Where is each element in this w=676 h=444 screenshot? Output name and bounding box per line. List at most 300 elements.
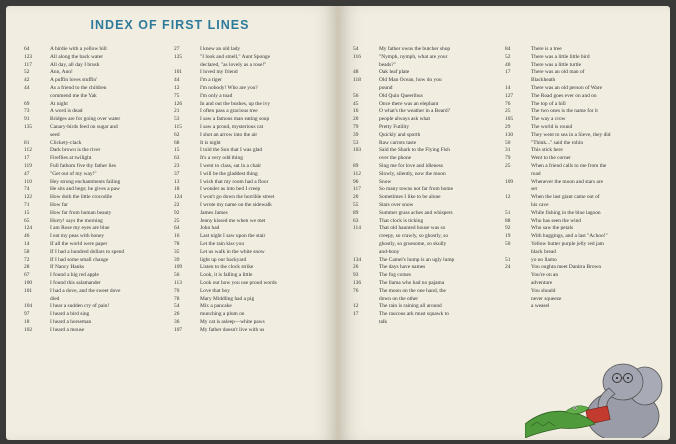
first-line-text: "Nymph, nymph, what are your: [379, 53, 448, 60]
page-number: 58: [24, 248, 30, 255]
first-line-text: O what's the weather in a Beard?: [379, 108, 451, 115]
index-entry: [174, 296, 334, 304]
first-line-text: Let the rain kiss you: [200, 240, 245, 247]
index-entry: [24, 303, 164, 311]
page-number: 26: [174, 311, 180, 318]
first-line-text: A birdie with a yellow bill: [50, 46, 107, 52]
index-entry: [24, 163, 164, 171]
index-entry: [505, 186, 665, 194]
page-number: 36: [174, 318, 180, 325]
page-number: 114: [353, 225, 361, 232]
first-line-text: At night: [50, 100, 68, 107]
index-entry: [353, 225, 501, 233]
index-entry: [24, 280, 164, 288]
page-number: 27: [174, 46, 180, 52]
index-entry: [24, 202, 164, 210]
first-line-text: The Camel's hump is an ugly lump: [379, 256, 455, 263]
page-number: 17: [353, 311, 359, 318]
page-number: 50: [505, 139, 511, 146]
index-entry: [505, 46, 665, 54]
index-entry: [505, 233, 665, 241]
page-number: 107: [174, 326, 183, 333]
first-line-text: Jenny kissed me when we met: [200, 217, 266, 224]
first-line-text: Hey strong enchantments failing: [50, 178, 121, 185]
page-number: 118: [353, 77, 361, 84]
first-line-text: Listen to the clock strike: [200, 264, 254, 271]
page-number: 89: [353, 209, 359, 216]
page-number: 117: [353, 186, 361, 193]
first-line-text: I heard a mouse: [50, 326, 85, 333]
first-line-text: The Road goes ever on and on: [531, 92, 597, 99]
page-number: 14: [24, 240, 30, 247]
page-number: 91: [24, 116, 30, 123]
first-line-text: people always ask what: [379, 116, 431, 123]
page-number: 67: [24, 272, 30, 279]
page-number: 21: [174, 108, 180, 115]
index-entry: [24, 225, 164, 233]
index-entry: [505, 303, 665, 311]
page-number: 15: [174, 147, 180, 154]
index-entry: [505, 147, 665, 155]
page-number: 126: [174, 100, 183, 107]
page-number: 112: [24, 147, 32, 154]
first-line-text: I wrote my name on the sidewalk: [200, 201, 272, 208]
index-entry: [505, 124, 665, 132]
index-entry: [174, 179, 334, 187]
first-line-text: So many towns not far from home: [379, 186, 453, 193]
index-entry: [353, 319, 501, 327]
page-number: 28: [24, 264, 30, 271]
first-line-text: James James: [200, 209, 228, 216]
index-entry: [353, 163, 501, 171]
index-entry: [174, 132, 334, 140]
page-number: 104: [24, 303, 33, 310]
page-number: 12: [174, 84, 180, 91]
page-number: 64: [174, 225, 180, 232]
index-entry: [505, 171, 665, 179]
first-line-text: Said the Shark to the Flying Fish: [379, 147, 450, 154]
page-number: 96: [353, 178, 359, 185]
index-entry: [24, 186, 164, 194]
page-number: 68: [174, 139, 180, 146]
index-entry: [24, 288, 164, 296]
first-line-text: never squeeze: [531, 295, 562, 302]
first-line-text: That clock is ticking: [379, 217, 424, 224]
page-number: 13: [174, 178, 180, 185]
index-entry: [24, 62, 164, 70]
index-entry: [353, 171, 501, 179]
first-line-text: died: [50, 295, 60, 302]
index-entry: [174, 311, 334, 319]
page-number: 48: [353, 69, 359, 76]
page-number: 51: [505, 256, 511, 263]
index-entry: [24, 257, 164, 265]
index-entry: [505, 140, 665, 148]
index-entry: [505, 101, 665, 109]
first-line-text: There was a little little bird: [531, 53, 590, 60]
page-number: 76: [505, 100, 511, 107]
page-number: 74: [24, 186, 30, 193]
first-line-text: I heard a bird sing: [50, 311, 90, 318]
first-line-text: light up our backyard: [200, 256, 247, 263]
index-column-4: [505, 46, 665, 311]
page-number: 37: [174, 170, 180, 177]
index-entry: [353, 303, 501, 311]
page-number: 20: [353, 116, 359, 123]
first-line-text: seed: [50, 131, 60, 138]
first-line-text: A puffin loves stuffin': [50, 77, 98, 84]
index-entry: [353, 101, 501, 109]
first-line-text: You oughta meet Danitra Brown: [531, 264, 602, 271]
page-number: 63: [174, 155, 180, 162]
first-line-text: I went to class, sat in a chair: [200, 162, 262, 169]
first-line-text: Hurry! says the morning: [50, 217, 103, 224]
first-line-text: I told the Sun that I was glad: [200, 147, 263, 154]
index-column-1: [24, 46, 164, 334]
index-entry: [174, 327, 334, 335]
index-entry: [24, 116, 164, 124]
first-line-text: My father doesn't live with us: [200, 326, 265, 333]
page-number: 92: [505, 225, 511, 232]
first-line-text: It's a very odd thing: [200, 155, 243, 162]
index-entry: [505, 155, 665, 163]
index-entry: [353, 296, 501, 304]
index-entry: [505, 210, 665, 218]
index-entry: [353, 93, 501, 101]
page-number: 40: [505, 61, 511, 68]
first-line-text: Let us walk in the white snow: [200, 248, 265, 255]
first-line-text: Old Man Ocean, how do you: [379, 77, 442, 84]
index-entry: [505, 225, 665, 233]
page-number: 130: [505, 131, 514, 138]
first-line-text: I am Rose my eyes are blue: [50, 225, 110, 232]
page-number: 12: [353, 303, 359, 310]
first-line-text: I found this salamander: [50, 279, 101, 286]
index-entry: [353, 69, 501, 77]
first-line-text: ghostly, so gruesome, so skully: [379, 240, 447, 247]
first-line-text: Raw carrots taste: [379, 139, 417, 146]
page-number: 134: [353, 256, 362, 263]
index-entry: [174, 280, 334, 288]
index-entry: [24, 155, 164, 163]
page-number: 19: [505, 233, 511, 240]
index-entry: [505, 241, 665, 249]
first-line-text: The rain is raining all around: [379, 303, 442, 310]
page-number: 31: [505, 147, 511, 154]
first-line-text: A word is dead: [50, 108, 83, 115]
page-number: 136: [353, 279, 362, 286]
index-entry: [505, 108, 665, 116]
index-entry: [353, 233, 501, 241]
index-entry: [353, 179, 501, 187]
first-line-text: I had a dove, and the sweet dove: [50, 287, 121, 294]
index-entry: [505, 179, 665, 187]
page-number: 44: [24, 84, 30, 91]
page-number: 45: [353, 100, 359, 107]
index-entry: [353, 194, 501, 202]
first-line-text: Bridges are for going over water: [50, 116, 121, 123]
first-line-text: black bread: [531, 248, 556, 255]
index-entry: [174, 54, 334, 62]
index-entry: [24, 296, 164, 304]
first-line-text: Who has seen the wind: [531, 217, 582, 224]
index-entry: [24, 54, 164, 62]
first-line-text: "Get out of my way!": [50, 170, 97, 177]
index-entry: [174, 77, 334, 85]
page-number: 52: [505, 53, 511, 60]
page-number: 93: [353, 272, 359, 279]
index-entry: [353, 264, 501, 272]
first-line-text: If Nancy Hanks: [50, 264, 85, 271]
first-line-text: pound: [379, 84, 393, 91]
index-entry: [505, 54, 665, 62]
first-line-text: Dark brown is the river: [50, 147, 101, 154]
index-entry: [353, 108, 501, 116]
page-number: 44: [174, 77, 180, 84]
index-entry: [24, 108, 164, 116]
page-number: 20: [353, 194, 359, 201]
first-line-text: I'm nobody! Who are you?: [200, 84, 258, 91]
first-line-text: set: [531, 186, 537, 193]
first-line-text: over the phone: [379, 155, 412, 162]
first-line-text: The days have names: [379, 264, 426, 271]
first-line-text: He sits and begs; he gives a paw: [50, 186, 120, 193]
page-number: 78: [174, 240, 180, 247]
first-line-text: Slowly, silently, now the moon: [379, 170, 446, 177]
index-entry: [174, 218, 334, 226]
first-line-text: adventure: [531, 279, 553, 286]
first-line-text: I wish that my room had a floor: [200, 178, 269, 185]
page-number: 64: [24, 46, 30, 52]
index-entry: [505, 202, 665, 210]
index-entry: [353, 46, 501, 54]
index-entry: [353, 288, 501, 296]
first-line-text: The top of a hill: [531, 100, 566, 107]
first-line-text: I saw a proud, mysterious cat: [200, 123, 264, 130]
first-line-text: How far: [50, 201, 68, 208]
first-line-text: Oak leaf plate: [379, 69, 410, 76]
index-entry: [24, 69, 164, 77]
first-line-text: How far from human beauty: [50, 209, 112, 216]
first-line-text: My cat is asleep—white paws: [200, 318, 265, 325]
page-number: 92: [174, 209, 180, 216]
page-number: 65: [24, 217, 30, 224]
index-entry: [24, 194, 164, 202]
page-number: 39: [353, 131, 359, 138]
first-line-text: Mary Middling had a pig: [200, 295, 255, 302]
index-entry: [174, 69, 334, 77]
first-line-text: creepy, so crawly, so ghostly, so: [379, 233, 449, 240]
index-column-2: [174, 46, 334, 334]
index-entry: [24, 85, 164, 93]
page-number: 124: [24, 225, 33, 232]
first-line-text: beads?": [379, 61, 396, 68]
first-line-text: I'm a tiger: [200, 77, 222, 84]
index-entry: [24, 147, 164, 155]
page-number: 84: [505, 46, 511, 52]
page-number: 109: [174, 264, 183, 271]
index-entry: [353, 116, 501, 124]
first-line-text: The moon on the one hand, the: [379, 287, 446, 294]
open-book: [6, 6, 670, 440]
index-entry: [353, 218, 501, 226]
index-entry: [174, 303, 334, 311]
page-number: 56: [353, 92, 359, 99]
index-entry: [505, 85, 665, 93]
first-line-text: Ann, Ann!: [50, 69, 73, 76]
index-entry: [505, 272, 665, 280]
page-number: 54: [353, 46, 359, 52]
page-number: 71: [24, 201, 30, 208]
right-page: [339, 6, 670, 440]
page-number: 75: [174, 92, 180, 99]
page-number: 119: [24, 162, 32, 169]
index-entry: [353, 280, 501, 288]
page-number: 29: [505, 123, 511, 130]
page-number: 69: [24, 100, 30, 107]
first-line-text: Full fathom five thy father lies: [50, 162, 117, 169]
index-entry: [174, 319, 334, 327]
first-line-text: The way a crow: [531, 116, 566, 123]
index-entry: [24, 264, 164, 272]
first-line-text: Canary-birds feed on sugar and: [50, 123, 118, 130]
page-number: 105: [505, 116, 514, 123]
page-number: 103: [353, 147, 362, 154]
page-number: 115: [174, 123, 182, 130]
page-number: 14: [505, 84, 511, 91]
first-line-text: It is night: [200, 139, 221, 146]
first-line-text: All along the back water: [50, 53, 103, 60]
page-number: 39: [174, 256, 180, 263]
index-entry: [505, 218, 665, 226]
page-number: 24: [505, 264, 511, 271]
index-entry: [174, 225, 334, 233]
index-entry: [174, 171, 334, 179]
page-number: 62: [174, 131, 180, 138]
index-entry: [24, 272, 164, 280]
index-entry: [505, 257, 665, 265]
page-number: 52: [24, 69, 30, 76]
index-entry: [505, 194, 665, 202]
index-entry: [174, 147, 334, 155]
first-line-text: Yellow butter purple jelly red jam: [531, 240, 604, 247]
first-line-text: Quickly and sporth: [379, 131, 421, 138]
first-line-text: Stars over snow: [379, 201, 414, 208]
page-number: 56: [174, 272, 180, 279]
page-number: 81: [24, 139, 30, 146]
index-entry: [353, 210, 501, 218]
first-line-text: They went to sea in a Sieve, they did: [531, 131, 611, 138]
index-entry: [353, 147, 501, 155]
first-line-text: I wonder as into bed I creep: [200, 186, 261, 193]
index-column-3: [353, 46, 501, 327]
page-number: 116: [353, 53, 361, 60]
index-entry: [174, 116, 334, 124]
index-entry: [353, 155, 501, 163]
index-entry: [505, 69, 665, 77]
first-line-text: The world is round: [531, 123, 573, 130]
page-number: 23: [174, 162, 180, 169]
index-entry: [24, 140, 164, 148]
index-entry: [505, 288, 665, 296]
index-entry: [505, 93, 665, 101]
page-number: 26: [353, 264, 359, 271]
first-line-text: I'm only a toad: [200, 92, 233, 99]
index-entry: [24, 93, 164, 101]
index-entry: [174, 163, 334, 171]
page-number: 53: [174, 116, 180, 123]
first-line-text: How doth the little crocodile: [50, 194, 112, 201]
page-number: 55: [353, 201, 359, 208]
index-entry: [353, 202, 501, 210]
index-entry: [174, 233, 334, 241]
first-line-text: Pretty Futility: [379, 123, 410, 130]
page-number: 17: [24, 155, 30, 162]
elephant-and-crocodile-illustration: [525, 346, 667, 438]
index-entry: [353, 77, 501, 85]
page-number: 97: [24, 311, 30, 318]
first-line-text: and-bony: [379, 248, 400, 255]
page-number: 16: [174, 233, 180, 240]
page-title: INDEX OF FIRST LINES: [90, 18, 250, 32]
index-entry: [505, 264, 665, 272]
page-number: 101: [24, 287, 33, 294]
index-entry: [24, 327, 164, 335]
first-line-text: All day, all day I brush: [50, 61, 100, 68]
index-entry: [24, 77, 164, 85]
first-line-text: road: [531, 170, 541, 177]
first-line-text: The llama who had no pajama: [379, 279, 445, 286]
first-line-text: The fog comes: [379, 272, 412, 279]
first-line-text: This stick here: [531, 147, 563, 154]
page-number: 109: [505, 178, 514, 185]
index-entry: [174, 101, 334, 109]
page-number: 15: [24, 209, 30, 216]
index-entry: [174, 62, 334, 70]
page-number: 12: [505, 194, 511, 201]
index-entry: [353, 85, 501, 93]
index-entry: [24, 46, 164, 54]
first-line-text: As a friend to the children: [50, 84, 107, 91]
page-number: 25: [505, 108, 511, 115]
first-line-text: Look out how you use proud words: [200, 279, 277, 286]
first-line-text: Who saw the petals: [531, 225, 574, 232]
first-line-text: If all the world were paper: [50, 240, 108, 247]
index-entry: [505, 280, 665, 288]
first-line-text: With huggings, and a last "Achoo!": [531, 233, 608, 240]
page-number: 125: [174, 53, 183, 60]
first-line-text: I will be the gladdest thing: [200, 170, 258, 177]
index-entry: [24, 311, 164, 319]
index-entry: [505, 249, 665, 257]
first-line-text: Whenever the moon and stars are: [531, 178, 603, 185]
index-entry: [505, 77, 665, 85]
first-line-text: I often pass a gracious tree: [200, 108, 258, 115]
index-entry: [505, 163, 665, 171]
first-line-text: Look, it is falling a little: [200, 272, 253, 279]
page-number: 72: [24, 256, 30, 263]
index-entry: [24, 210, 164, 218]
index-entry: [353, 249, 501, 257]
page-number: 124: [174, 194, 183, 201]
index-entry: [24, 179, 164, 187]
index-entry: [505, 116, 665, 124]
index-entry: [174, 257, 334, 265]
first-line-text: "Think..." said the robin: [531, 139, 584, 146]
index-entry: [24, 132, 164, 140]
first-line-text: I shot an arrow into the air: [200, 131, 258, 138]
first-line-text: The two ones is the name for it: [531, 108, 598, 115]
